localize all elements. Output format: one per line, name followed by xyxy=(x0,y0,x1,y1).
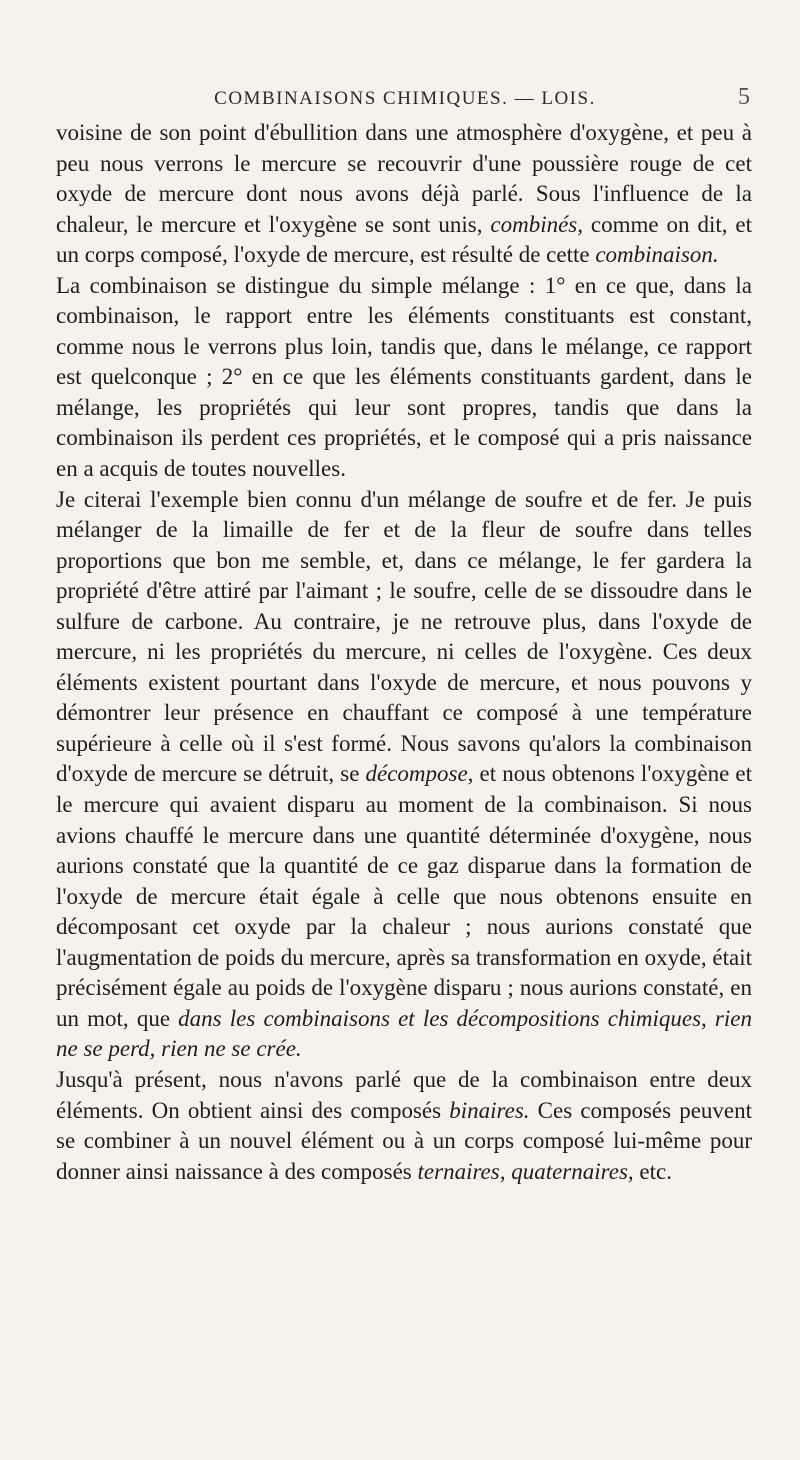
text-run: voisine de son point d'ébullition dans une atmosphère d'oxygène, et peu à peu nous verrons le mercure se recouvrir d'une poussière rouge de cet oxyde de mercure dont nous avons déjà parlé. Sous l'influence de la chaleur, le mercure et l'oxygène se sont unis, xyxy=(56,120,752,237)
italic-term: ternaires, quaternaires, xyxy=(417,1158,634,1184)
paragraph-3 xyxy=(56,485,752,1065)
paragraph-4 xyxy=(56,1065,752,1187)
body-text xyxy=(56,118,752,1187)
italic-term: combinaison. xyxy=(595,242,719,268)
paragraph-1 xyxy=(56,118,752,271)
paragraph-2 xyxy=(56,271,752,485)
text-run: Jusqu'à présent, nous n'avons parlé que de la combinaison entre deux éléments. On obtient ainsi des composés xyxy=(56,1066,752,1123)
page-number: 5 xyxy=(738,84,750,110)
text-run: et nous obtenons l'oxygène et le mercure qui avaient disparu au moment de la combinaison. Si nous avions chauffé le mercure dans une quantité déterminée d'oxygène, nous aurions constaté que la quantité de ce gaz disparue dans la formation de l'oxyde de mercure était égale à celle que nous obtenons ensuite en décomposant cet oxyde par la chaleur ; nous aurions constaté que l'augmentation de poids du mercure, après sa transformation en oxyde, était précisément égale au poids de l'oxygène disparu ; nous aurions constaté, en un mot, que xyxy=(56,761,752,1031)
running-title: COMBINAISONS CHIMIQUES. — LOIS. xyxy=(214,88,596,109)
text-run: Je citerai l'exemple bien connu d'un mélange de soufre et de fer. Je puis mélanger de la limaille de fer et de la fleur de soufre dans telles proportions que bon me semble, et, dans ce mélange, le fer gardera la propriété d'être attiré par l'aimant ; le soufre, celle de se dissoudre dans le sulfure de carbone. Au contraire, je ne retrouve plus, dans l'oxyde de mercure, ni les propriétés du mercure, ni celles de l'oxygène. Ces deux éléments existent pourtant dans l'oxyde de mercure, et nous pouvons y démontrer leur présence en chauffant ce composé à une température supérieure à celle où il s'est formé. Nous savons qu'alors la combinaison d'oxyde de mercure se détruit, se xyxy=(56,486,752,787)
text-run: comme on dit, et un corps composé, l'oxyde de mercure, est résulté de cette xyxy=(56,211,752,268)
text-run: etc. xyxy=(633,1158,672,1184)
italic-term: binaires. xyxy=(449,1097,530,1123)
italic-term: dans les combinaisons et les décompositions chimiques, rien ne se perd, rien ne se crée. xyxy=(56,1005,752,1062)
italic-term: décompose, xyxy=(365,761,474,787)
running-head xyxy=(60,84,750,118)
text-run: La combinaison se distingue du simple mélange : 1° en ce que, dans la combinaison, le rapport entre les éléments constituants est constant, comme nous le verrons plus loin, tandis que, dans le mélange, ce rapport est quelconque ; 2° en ce que les éléments constituants gardent, dans le mélange, les propriétés qui leur sont propres, tandis que dans la combinaison ils perdent ces propriétés, et le composé qui a pris naissance en a acquis de toutes nouvelles. xyxy=(56,272,752,482)
italic-term: combinés, xyxy=(490,211,584,237)
text-run: Ces composés peuvent se combiner à un nouvel élément ou à un corps composé lui-même pour donner ainsi naissance à des composés xyxy=(56,1097,753,1184)
